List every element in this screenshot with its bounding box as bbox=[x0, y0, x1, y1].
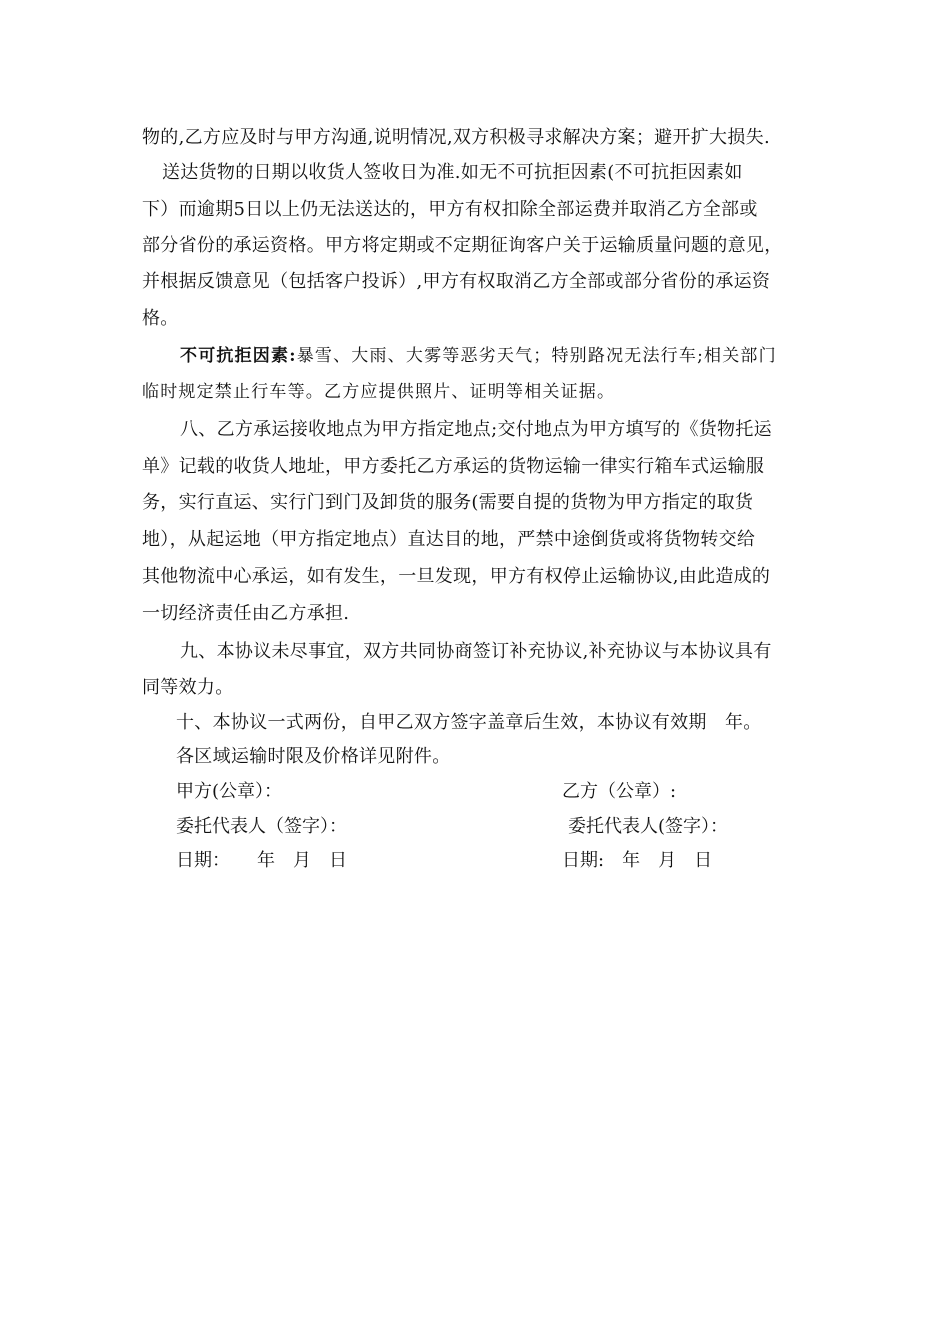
clause-eight-line-1: 八、乙方承运接收地点为甲方指定地点;交付地点为甲方填写的《货物托运 bbox=[180, 419, 772, 440]
paragraph-delivery-line-5: 格。 bbox=[142, 308, 179, 329]
party-b-date-label: 日期: 年 月 日 bbox=[562, 850, 713, 871]
paragraph-delivery-line-4: 并根据反馈意见（包括客户投诉）,甲方有权取消乙方全部或部分省份的承运资 bbox=[142, 271, 771, 292]
party-b-representative-label: 委托代表人(签字）： bbox=[568, 816, 729, 837]
party-a-date-label: 日期： 年 月 日 bbox=[176, 850, 347, 871]
paragraph-force-line-2: 临时规定禁止行车等。乙方应提供照片、证明等相关证据。 bbox=[142, 382, 616, 402]
paragraph-delivery-line-1: 送达货物的日期以收货人签收日为准.如无不可抗拒因素(不可抗拒因素如 bbox=[162, 162, 743, 183]
party-a-representative-label: 委托代表人（签字）： bbox=[176, 816, 347, 837]
force-majeure-text: 暴雪、大雨、大雾等恶劣天气；特别路况无法行车;相关部门 bbox=[296, 346, 777, 366]
party-b-seal-label: 乙方（公章）: bbox=[562, 781, 677, 802]
party-a-seal-label: 甲方(公章）： bbox=[176, 781, 283, 802]
clause-ten-line-2: 各区域运输时限及价格详见附件。 bbox=[176, 746, 451, 767]
paragraph-delivery-line-2: 下）而逾期5日以上仍无法送达的，甲方有权扣除全部运费并取消乙方全部或 bbox=[142, 199, 758, 220]
clause-ten-line-1: 十、本协议一式两份，自甲乙双方签字盖章后生效，本协议有效期 年。 bbox=[176, 712, 762, 733]
force-majeure-label: 不可抗拒因素: bbox=[180, 346, 297, 366]
paragraph-intro-line-1: 物的,乙方应及时与甲方沟通,说明情况,双方积极寻求解决方案；避开扩大损失. bbox=[142, 127, 770, 148]
clause-eight-line-4: 地），从起运地（甲方指定地点）直达目的地，严禁中途倒货或将货物转交给 bbox=[142, 529, 756, 550]
paragraph-delivery-line-3: 部分省份的承运资格。甲方将定期或不定期征询客户关于运输质量问题的意见， bbox=[142, 235, 783, 256]
clause-nine-line-1: 九、本协议未尽事宜，双方共同协商签订补充协议,补充协议与本协议具有 bbox=[180, 641, 772, 662]
clause-eight-line-6: 一切经济责任由乙方承担. bbox=[142, 603, 350, 624]
clause-eight-line-2: 单》记载的收货人地址，甲方委托乙方承运的货物运输一律实行箱车式运输服 bbox=[142, 456, 765, 477]
paragraph-force-line-1 bbox=[180, 344, 777, 368]
clause-eight-line-5: 其他物流中心承运，如有发生，一旦发现，甲方有权停止运输协议,由此造成的 bbox=[142, 566, 771, 587]
clause-eight-line-3: 务，实行直运、实行门到门及卸货的服务(需要自提的货物为甲方指定的取货 bbox=[142, 492, 754, 513]
clause-nine-line-2: 同等效力。 bbox=[142, 677, 234, 698]
